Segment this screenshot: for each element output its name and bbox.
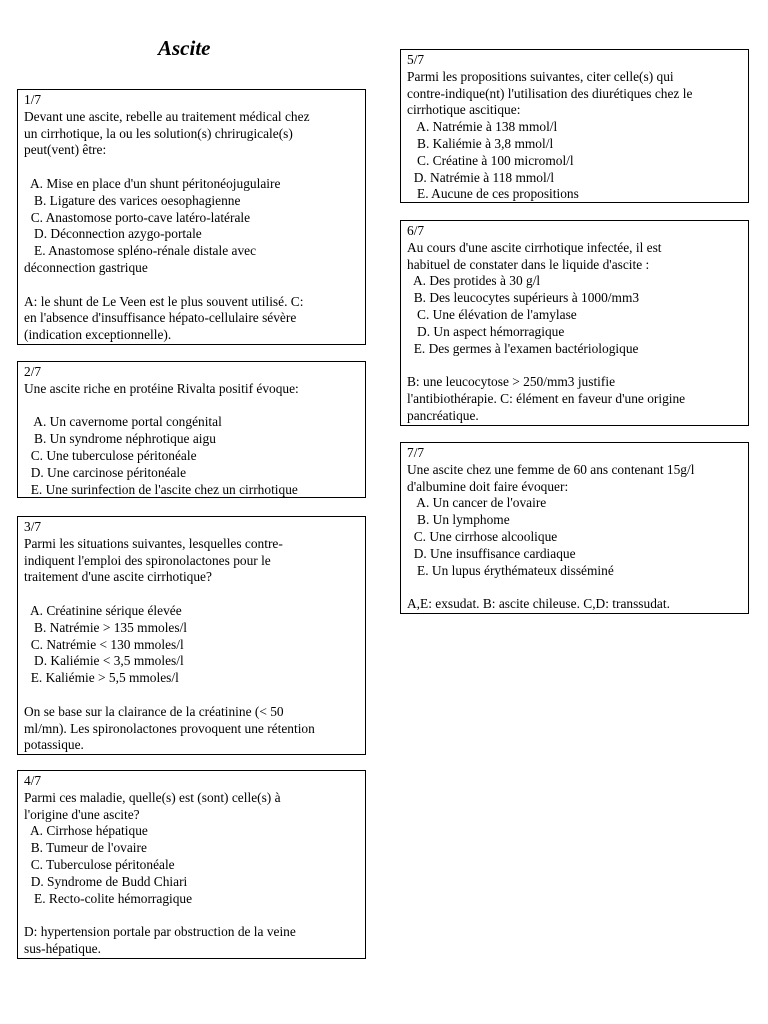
- answer-option-b: B. Ligature des varices oesophagienne: [24, 192, 241, 208]
- answer-option-a: A. Un cancer de l'ovaire: [407, 495, 547, 511]
- answer-option-e: E. Recto-colite hémorragique: [24, 890, 193, 906]
- question-card-5: [400, 49, 749, 203]
- explanation-line: A,E: exsudat. B: ascite chileuse. C,D: transsudat.: [407, 596, 670, 612]
- explanation-line: On se base sur la clairance de la créatinine (< 50: [24, 703, 284, 719]
- question-text-line: Parmi les propositions suivantes, citer celle(s) qui: [407, 68, 674, 84]
- question-text-line: Parmi ces maladie, quelle(s) est (sont) celle(s) à: [24, 789, 281, 805]
- explanation-line: A: le shunt de Le Veen est le plus souvent utilisé. C:: [24, 293, 304, 309]
- answer-option-d: D. Un aspect hémorragique: [407, 323, 565, 339]
- question-text-line: traitement d'une ascite cirrhotique?: [24, 569, 212, 585]
- question-number: 7/7: [407, 445, 425, 460]
- spacer: [24, 687, 360, 704]
- answer-option-e-continued: déconnection gastrique: [24, 259, 148, 275]
- answer-option-c: C. Anastomose porto-cave latéro-latérale: [24, 209, 251, 225]
- answer-option-b: B. Tumeur de l'ovaire: [24, 840, 147, 856]
- answer-option-b: B. Un lymphome: [407, 512, 510, 528]
- answer-option-e: E. Un lupus érythémateux disséminé: [407, 562, 614, 578]
- answer-option-d: D. Une carcinose péritonéale: [24, 464, 187, 480]
- explanation-line: ml/mn). Les spironolactones provoquent une rétention: [24, 720, 315, 736]
- question-number: 6/7: [407, 223, 425, 238]
- answer-option-d: D. Une insuffisance cardiaque: [407, 545, 576, 561]
- answer-option-b: B. Kaliémie à 3,8 mmol/l: [407, 135, 554, 151]
- explanation-line: D: hypertension portale par obstruction de la veine: [24, 924, 296, 940]
- answer-option-a: A. Natrémie à 138 mmol/l: [407, 119, 558, 135]
- answer-option-b: B. Des leucocytes supérieurs à 1000/mm3: [407, 290, 640, 306]
- answer-option-e: E. Anastomose spléno-rénale distale avec: [24, 243, 257, 259]
- question-text-line: Parmi les situations suivantes, lesquelles contre-: [24, 535, 283, 551]
- question-text-line: l'origine d'une ascite?: [24, 806, 140, 822]
- explanation-line: B: une leucocytose > 250/mm3 justifie: [407, 374, 616, 390]
- question-number: 3/7: [24, 519, 42, 534]
- question-number: 1/7: [24, 92, 42, 107]
- answer-option-c: C. Tuberculose péritonéale: [24, 856, 175, 872]
- question-text-line: Devant une ascite, rebelle au traitement médical chez: [24, 108, 310, 124]
- explanation-line: sus-hépatique.: [24, 940, 101, 956]
- question-text-line: indiquent l'emploi des spironolactones pour le: [24, 552, 271, 568]
- question-card-6: [400, 220, 749, 426]
- spacer: [24, 277, 360, 294]
- spacer: [24, 159, 360, 176]
- page-title: Ascite: [158, 36, 211, 60]
- answer-option-a: A. Mise en place d'un shunt péritonéojugulaire: [24, 175, 281, 191]
- answer-option-c: C. Natrémie < 130 mmoles/l: [24, 636, 184, 652]
- explanation-line: l'antibiothérapie. C: élément en faveur d'une origine: [407, 390, 686, 406]
- answer-option-e: E. Kaliémie > 5,5 mmoles/l: [24, 670, 179, 686]
- question-text-line: d'albumine doit faire évoquer:: [407, 478, 569, 494]
- explanation-line: pancréatique.: [407, 407, 479, 423]
- explanation-line: en l'absence d'insuffisance hépato-cellulaire sévère: [24, 310, 297, 326]
- answer-option-b: B. Un syndrome néphrotique aigu: [24, 431, 216, 447]
- answer-option-d: D. Déconnection azygo-portale: [24, 226, 202, 242]
- answer-option-e: E. Des germes à l'examen bactériologique: [407, 340, 639, 356]
- spacer: [407, 579, 743, 596]
- question-card-7: [400, 442, 749, 614]
- answer-option-c: C. Une élévation de l'amylase: [407, 306, 577, 322]
- question-text-line: Au cours d'une ascite cirrhotique infectée, il est: [407, 239, 662, 255]
- question-text-line: peut(vent) être:: [24, 142, 107, 158]
- question-text-line: Une ascite chez une femme de 60 ans contenant 15g/l: [407, 461, 695, 477]
- question-text-line: Une ascite riche en protéine Rivalta positif évoque:: [24, 380, 299, 396]
- question-number: 2/7: [24, 364, 42, 379]
- answer-option-e: E. Une surinfection de l'ascite chez un cirrhotique: [24, 481, 298, 497]
- answer-option-c: C. Créatine à 100 micromol/l: [407, 152, 574, 168]
- question-number: 5/7: [407, 52, 425, 67]
- question-text-line: cirrhotique ascitique:: [407, 102, 521, 118]
- answer-option-d: D. Natrémie à 118 mmol/l: [407, 169, 555, 185]
- question-card-1: [17, 89, 366, 345]
- question-card-2: [17, 361, 366, 498]
- answer-option-b: B. Natrémie > 135 mmoles/l: [24, 619, 188, 635]
- answer-option-c: C. Une cirrhose alcoolique: [407, 528, 558, 544]
- question-text-line: contre-indique(nt) l'utilisation des diurétiques chez le: [407, 85, 693, 101]
- explanation-line: (indication exceptionnelle).: [24, 327, 172, 343]
- explanation-line: potassique.: [24, 737, 84, 753]
- question-card-4: [17, 770, 366, 959]
- answer-option-d: D. Kaliémie < 3,5 mmoles/l: [24, 653, 184, 669]
- question-text-line: un cirrhotique, la ou les solution(s) chrirugicale(s): [24, 125, 293, 141]
- question-number: 4/7: [24, 773, 42, 788]
- spacer: [24, 398, 360, 415]
- answer-option-a: A. Des protides à 30 g/l: [407, 273, 541, 289]
- question-card-3: [17, 516, 366, 755]
- answer-option-e: E. Aucune de ces propositions: [407, 186, 579, 202]
- answer-option-a: A. Cirrhose hépatique: [24, 823, 148, 839]
- spacer: [24, 907, 360, 924]
- answer-option-a: A. Un cavernome portal congénital: [24, 414, 222, 430]
- answer-option-d: D. Syndrome de Budd Chiari: [24, 873, 188, 889]
- spacer: [24, 586, 360, 603]
- question-text-line: habituel de constater dans le liquide d'ascite :: [407, 256, 650, 272]
- answer-option-c: C. Une tuberculose péritonéale: [24, 447, 197, 463]
- spacer: [407, 357, 743, 374]
- answer-option-a: A. Créatinine sérique élevée: [24, 602, 182, 618]
